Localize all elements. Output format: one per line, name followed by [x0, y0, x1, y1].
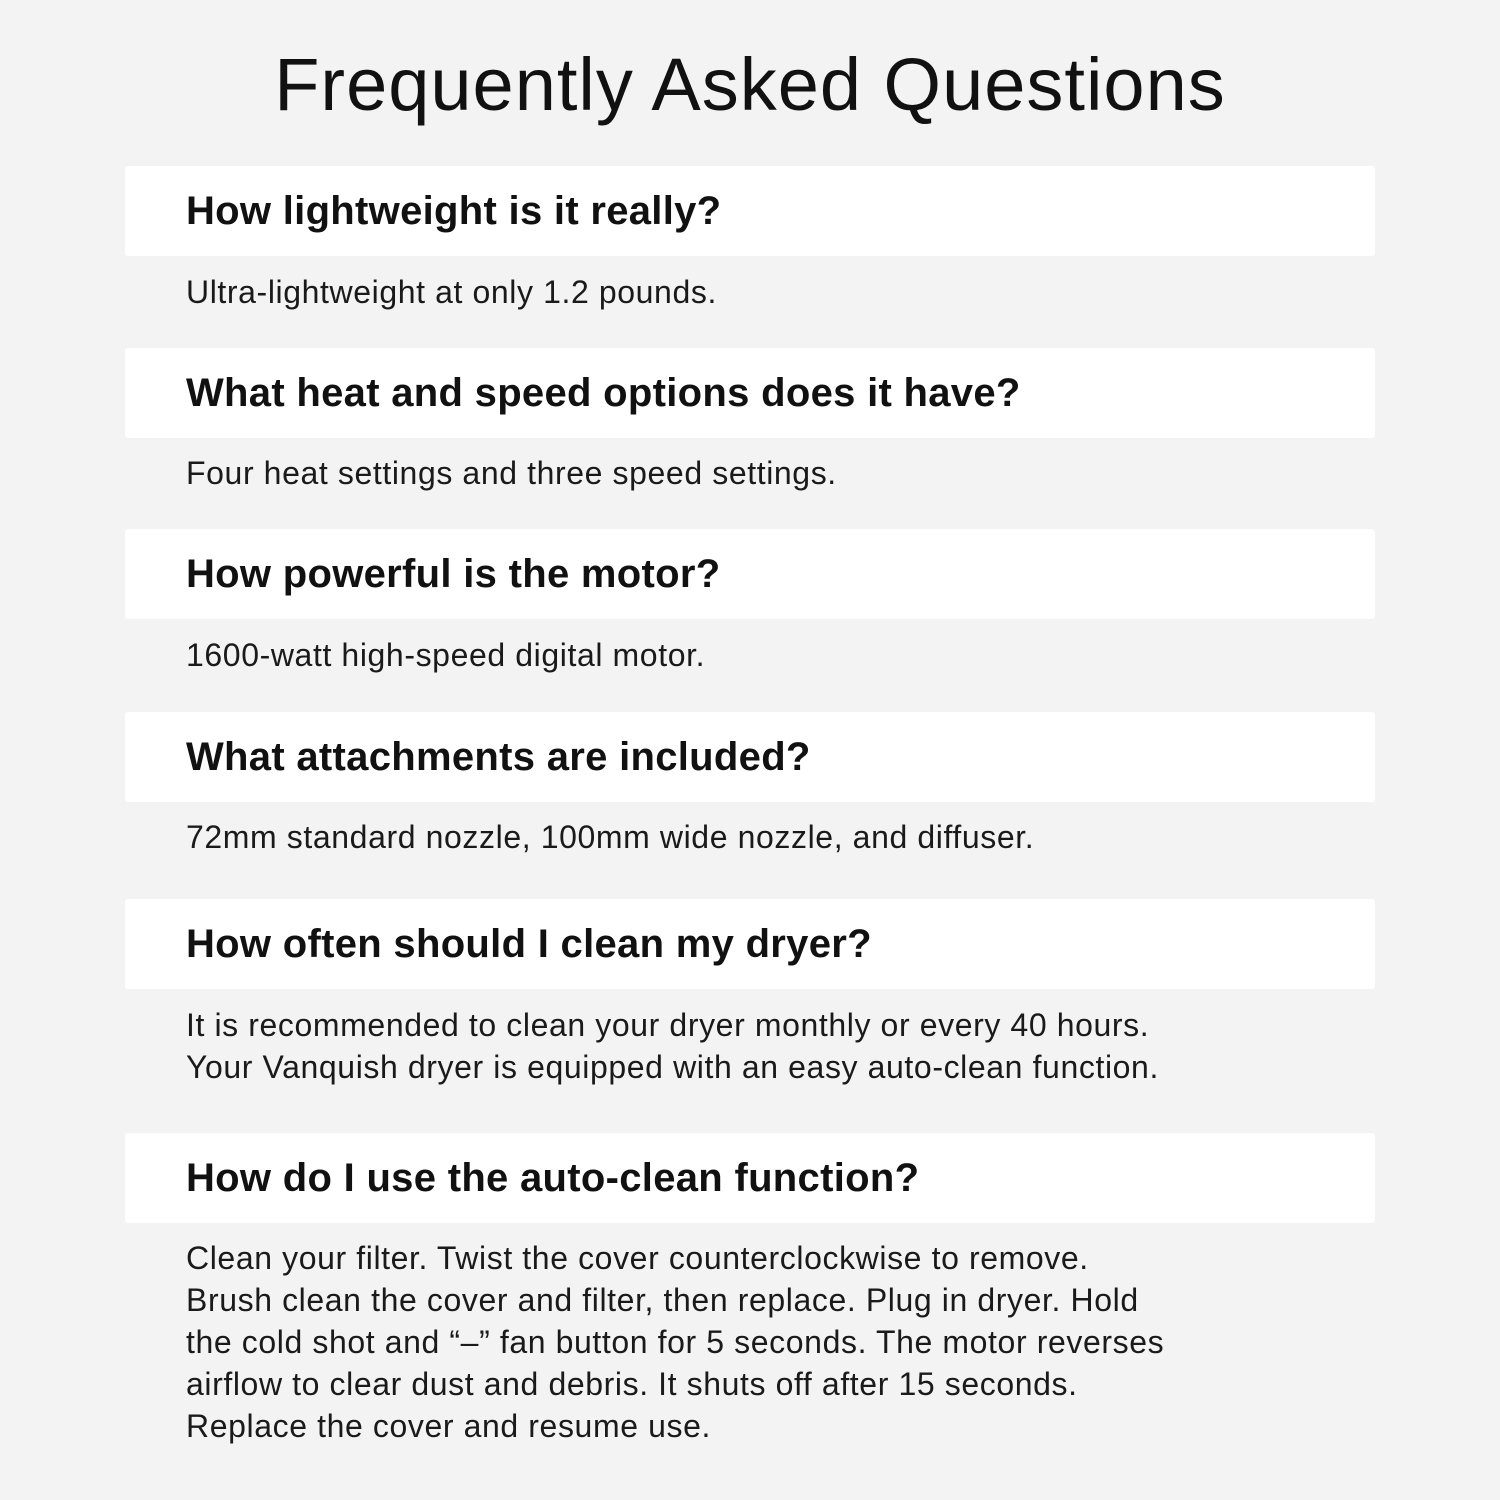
faq-answer-line: Four heat settings and three speed settings. [186, 455, 837, 491]
page-title: Frequently Asked Questions [274, 43, 1226, 126]
faq-answer-line: airflow to clear dust and debris. It shuts off after 15 seconds. [186, 1366, 1078, 1402]
faq-answer-motor [186, 634, 1386, 676]
faq-question-label: How do I use the auto-clean function? [186, 1155, 920, 1200]
faq-question-attachments[interactable] [125, 712, 1375, 802]
faq-answer-heat-speed [186, 452, 1386, 494]
faq-answer-line: Brush clean the cover and filter, then replace. Plug in dryer. Hold [186, 1282, 1139, 1318]
faq-answer-line: Ultra-lightweight at only 1.2 pounds. [186, 274, 717, 310]
faq-question-label: What attachments are included? [186, 734, 811, 779]
faq-answer-line: 72mm standard nozzle, 100mm wide nozzle, and diffuser. [186, 819, 1035, 855]
faq-question-auto-clean[interactable] [125, 1133, 1375, 1223]
faq-question-motor[interactable] [125, 529, 1375, 619]
faq-answer-auto-clean [186, 1237, 1386, 1447]
faq-question-label: How often should I clean my dryer? [186, 921, 872, 966]
faq-answer-line: Clean your filter. Twist the cover counterclockwise to remove. [186, 1240, 1089, 1276]
faq-question-lightweight[interactable] [125, 166, 1375, 256]
faq-question-cleaning[interactable] [125, 899, 1375, 989]
faq-question-label: How powerful is the motor? [186, 551, 721, 596]
faq-answer-line: It is recommended to clean your dryer monthly or every 40 hours. [186, 1007, 1150, 1043]
faq-question-label: What heat and speed options does it have? [186, 370, 1021, 415]
faq-answer-lightweight [186, 271, 1386, 313]
faq-answer-line: the cold shot and “–” fan button for 5 seconds. The motor reverses [186, 1324, 1165, 1360]
faq-answer-line: 1600-watt high-speed digital motor. [186, 637, 706, 673]
faq-answer-line: Replace the cover and resume use. [186, 1408, 711, 1444]
faq-answer-line: Your Vanquish dryer is equipped with an easy auto-clean function. [186, 1049, 1159, 1085]
faq-question-label: How lightweight is it really? [186, 188, 722, 233]
faq-answer-cleaning [186, 1004, 1386, 1088]
faq-question-heat-speed[interactable] [125, 348, 1375, 438]
faq-answer-attachments [186, 816, 1386, 858]
